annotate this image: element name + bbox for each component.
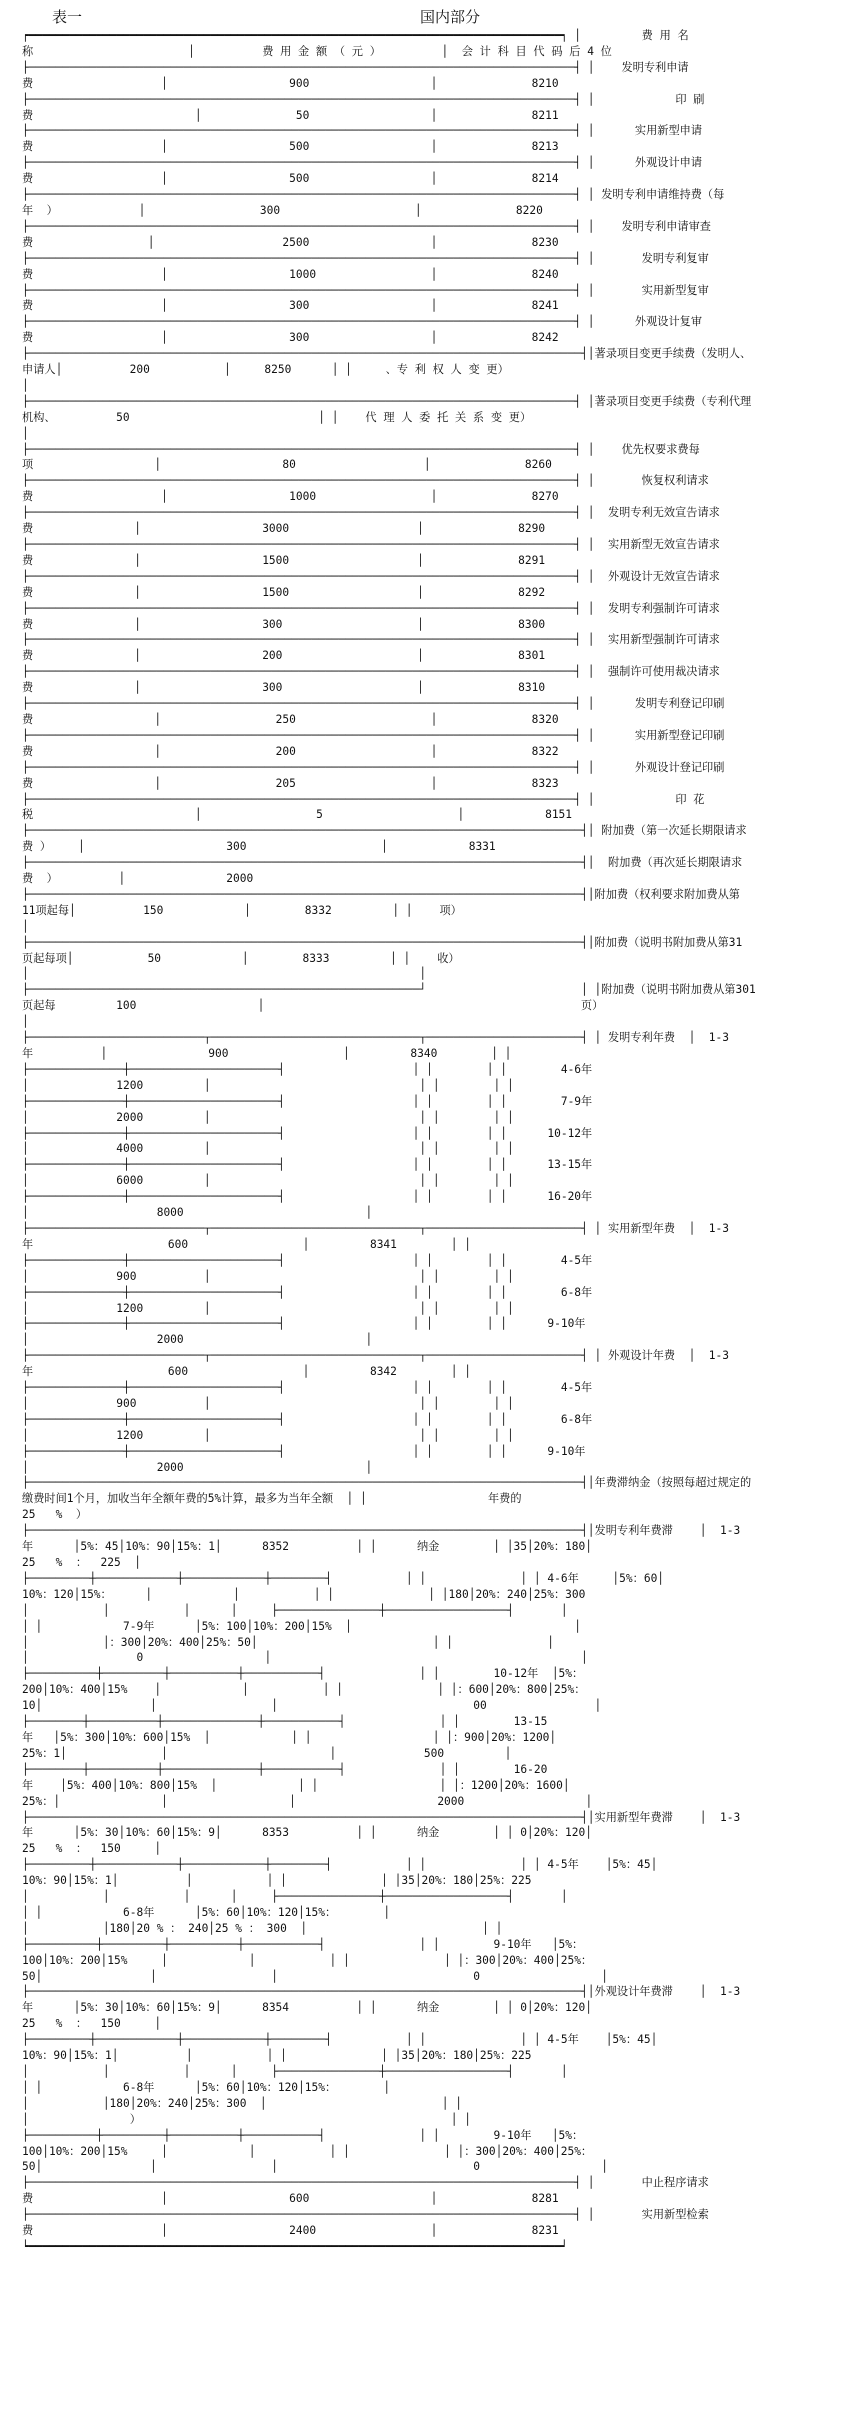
- doc-line: ├─────────────────────────────────────────────────────────────────────────────────┤ │ 印 刷: [22, 92, 705, 106]
- doc-line: ┍━━━━━━━━━━━━━━━━━━━━━━━━━━━━━━━━━━━━━━━━━━━━━━━━━━━━━━━━━━━━━━━━━━━━━━━━━━━━━━━┑ │ 费 用 名: [22, 29, 689, 42]
- doc-line: │ 2000 │: [22, 1333, 373, 1347]
- doc-line: ├─────────────────────────────────────────────────────────────────────────────────┤ │ 中止程序请求: [22, 2176, 709, 2190]
- doc-line: │ 900 │ │ │ │ │: [22, 1269, 514, 1283]
- doc-line: │ 6000 │ │ │ │ │: [22, 1174, 514, 1188]
- doc-line: ┕━━━━━━━━━━━━━━━━━━━━━━━━━━━━━━━━━━━━━━━━━━━━━━━━━━━━━━━━━━━━━━━━━━━━━━━━━━━━━━━┙: [22, 2239, 568, 2253]
- doc-line: 25%：1│ │ │ 500 │: [22, 1746, 512, 1760]
- doc-line: 费 │ 600 │ 8281: [22, 2192, 559, 2206]
- doc-line: ├──────────────┼──────────────────────┤ │ │ │ │ 16-20年: [22, 1190, 593, 1204]
- doc-line: ├────────┼──────────┼──────────────┼───────────┤ │ │ 16-20: [22, 1762, 548, 1776]
- doc-line: ├─────────────────────────────────────────────────────────────────────────────────┤ │ 实用新型强制许可请求: [22, 633, 720, 647]
- doc-line: ├────────┼──────────┼──────────────┼───────────┤ │ │ 13-15: [22, 1715, 548, 1729]
- doc-line: ├─────────────────────────────────────────────────────────────────────────────────┤ │ 发明专利申请维持费（每: [22, 188, 725, 202]
- doc-line: ├──────────┼─────────┼──────────┼───────────┤ │ │ 10-12年 │5%：: [22, 1667, 584, 1681]
- doc-line: ├──────────────┼──────────────────────┤ │ │ │ │ 6-8年: [22, 1285, 593, 1299]
- doc-line: ├─────────────────────────────────────────────────────────────────────────────────┤ │ 发明专利强制许可请求: [22, 601, 720, 615]
- doc-line: │ │：300│20%：400│25%：50│ │ │ │: [22, 1635, 554, 1649]
- doc-line: ├─────────┼────────────┼────────────┼────────┤ │ │ │ │ 4-5年 │5%：45│: [22, 2033, 658, 2047]
- doc-line: ├─────────────────────────────────────────────────────────────────────────────────┤ │ 印 花: [22, 792, 705, 806]
- doc-line: 费 │ 300 │ 8300: [22, 617, 546, 631]
- doc-line: ├──────────────┼──────────────────────┤ │ │ │ │ 10-12年: [22, 1126, 593, 1140]
- doc-line: 11项起每│ 150 │ 8332 │ │ 项）: [22, 903, 462, 917]
- doc-line: 25%：│ │ │ 2000 │: [22, 1794, 593, 1808]
- doc-line: 费 │ 500 │ 8213: [22, 140, 559, 154]
- doc-line: 费 │ 1500 │ 8291: [22, 553, 546, 567]
- doc-line: │ 2000 │: [22, 1460, 373, 1474]
- doc-line: ├─────────┼────────────┼────────────┼────────┤ │ │ │ │ 4-5年 │5%：45│: [22, 1858, 658, 1872]
- doc-line: ├─────────────────────────────────────────────────────────────────────────────────┤ │ 实用新型复审: [22, 283, 709, 297]
- doc-line: 项 │ 80 │ 8260: [22, 458, 552, 472]
- doc-line: 年 │5%：30│10%：60│15%：9│ 8354 │ │ 纳金 │ │ 0│20%：120│: [22, 2001, 593, 2015]
- doc-line: 年 600 │ 8342 │ │: [22, 1365, 471, 1379]
- doc-line: ├──────────────────────────────────────────────────────────────────────────────────┤│附加费（说明书附加费从第31: [22, 935, 743, 949]
- doc-line: 年 │5%：45│10%：90│15%：1│ 8352 │ │ 纳金 │ │35│20%：180│: [22, 1540, 593, 1554]
- doc-line: 费 │ 3000 │ 8290: [22, 522, 546, 536]
- doc-line: ├─────────────────────────────────────────────────────────────────────────────────┤ │ 实用新型检索: [22, 2208, 709, 2222]
- doc-line: 缴费时间1个月，加收当年全额年费的5%计算，最多为当年全额 │ │ 年费的: [22, 1492, 522, 1506]
- doc-line: 年 │5%：30│10%：60│15%：9│ 8353 │ │ 纳金 │ │ 0│20%：120│: [22, 1826, 593, 1840]
- doc-line: │ 1200 │ │ │ │ │: [22, 1301, 514, 1315]
- doc-line: 50│ │ │ 0 │: [22, 2160, 608, 2174]
- doc-line: │ 1200 │ │ │ │ │: [22, 1078, 514, 1092]
- doc-line: ├──────────────┼──────────────────────┤ │ │ │ │ 9-10年: [22, 1444, 586, 1458]
- doc-line: 费 ） │ 300 │ 8331: [22, 840, 496, 854]
- doc-line: 费 │ 50 │ 8211: [22, 108, 559, 122]
- doc-line: │ │ │ │ ├───────────────┼──────────────────┤ │: [22, 2065, 568, 2078]
- doc-line: │ │ 6-8年 │5%：60│10%：120│15%： │: [22, 1905, 391, 1919]
- doc-line: 10│ │ │ 00 │: [22, 1699, 602, 1713]
- doc-line: ├──────────────────────────────────────────────────────────────────────────────────┤│ 附加费（第一次延长期限请求: [22, 824, 747, 838]
- doc-line: │ │: [22, 967, 427, 981]
- doc-line: │ │ │ │ ├───────────────┼──────────────────┤ │: [22, 1890, 568, 1904]
- doc-line: ├──────────────┼──────────────────────┤ │ │ │ │ 13-15年: [22, 1158, 593, 1172]
- doc-line: 称 │ 费 用 金 额 （ 元 ） │ 会 计 科 目 代 码 后 4 位: [22, 44, 612, 58]
- doc-line: 费 │ 300 │ 8310: [22, 681, 546, 695]
- doc-line: 申请人│ 200 │ 8250 │ │ 、专 利 权 人 变 更）: [22, 363, 509, 377]
- doc-line: ├──────────────────────────────────────────────────────────────────────────────────┤│外观设计年费滞 │ 1-3: [22, 1985, 741, 1999]
- doc-line: │ 900 │ │ │ │ │: [22, 1396, 514, 1410]
- doc-line: 年 │5%：400│10%：800│15% │ │ │ │ │：1200│20%：1600│: [22, 1778, 570, 1792]
- doc-line: ├─────────────────────────────────────────────────────────────────────────────────┤ │著录项目变更手续费（专利代理: [22, 394, 752, 408]
- doc-line: ├──────────────┼──────────────────────┤ │ │ │ │ 6-8年: [22, 1412, 593, 1426]
- doc-line: ├─────────┼────────────┼────────────┼────────┤ │ │ │ │ 4-6年 │5%：60│: [22, 1571, 665, 1585]
- doc-line: ├─────────────────────────────────────────────────────────────────────────────────┤ │ 外观设计复审: [22, 315, 703, 329]
- section-title: 国内部分: [420, 8, 481, 26]
- doc-line: 费 │ 2500 │ 8230: [22, 235, 559, 249]
- doc-line: 年 ） │ 300 │ 8220: [22, 203, 543, 217]
- doc-line: 25 % ）: [22, 1508, 88, 1522]
- doc-line: 10%：90│15%：1│ │ │ │ │ │35│20%：180│25%：225: [22, 2049, 532, 2063]
- doc-line: 页起每 100 │ 页）: [22, 999, 604, 1013]
- doc-line: ├──────────────────────────┬───────────────────────────────┬───────────────────────┤ │ 外观设计年费 │ 1-3: [22, 1349, 729, 1363]
- doc-line: │ │ 7-9年 │5%：100│10%：200│15% │ │: [22, 1619, 581, 1633]
- doc-line: ├──────────┼─────────┼──────────┼───────────┤ │ │ 9-10年 │5%：: [22, 2128, 584, 2142]
- doc-line: ├──────────────────────────────────────────────────────────────────────────────────┤│著录项目变更手续费（发明人、: [22, 347, 752, 361]
- doc-line: 税 │ 5 │ 8151: [22, 808, 573, 822]
- doc-line: 费 │ 300 │ 8242: [22, 331, 559, 345]
- doc-line: ├──────────┼─────────┼──────────┼───────────┤ │ │ 9-10年 │5%：: [22, 1937, 584, 1951]
- doc-line: ├─────────────────────────────────────────────────────────────────────────────────┤ │ 外观设计无效宣告请求: [22, 569, 720, 583]
- doc-line: 费 │ 2400 │ 8231: [22, 2224, 559, 2238]
- doc-line: 25 % ： 150 │: [22, 1842, 162, 1856]
- doc-line: │: [22, 426, 575, 440]
- doc-line: 100│10%：200│15% │ │ │ │ │ │：300│20%：400│25%：: [22, 2144, 593, 2158]
- doc-line: │ ） │ │: [22, 2112, 471, 2126]
- doc-line: 费 │ 500 │ 8214: [22, 172, 559, 186]
- doc-line: ├──────────────────────────────────────────────────────────────────────────────────┤│实用新型年费滞 │ 1-3: [22, 1810, 741, 1824]
- doc-line: ├──────────────────────────────────────────────────────────────────────────────────┤│年费滞纳金（按照每超过规定的: [22, 1476, 752, 1490]
- doc-line: 50│ │ │ 0 │: [22, 1969, 608, 1983]
- doc-line: 费 │ 300 │ 8241: [22, 299, 559, 313]
- doc-line: ├──────────────────────────────────────────────────────────────────────────────────┤│附加费（权利要求附加费从第: [22, 887, 740, 901]
- doc-line: 机构、 50 │ │ 代 理 人 委 托 关 系 变 更）: [22, 410, 532, 424]
- doc-line: 费 │ 900 │ 8210: [22, 76, 559, 90]
- doc-line: │ 2000 │ │ │ │ │: [22, 1110, 514, 1124]
- doc-line: ├─────────────────────────────────────────────────────────────────────────────────┤ │ 实用新型无效宣告请求: [22, 538, 720, 551]
- doc-line: 费 │ 1500 │ 8292: [22, 585, 546, 599]
- doc-line: ├─────────────────────────────────────────────────────────────────────────────────┤ │ 发明专利申请: [22, 60, 689, 74]
- doc-line: │ 1200 │ │ │ │ │: [22, 1428, 514, 1442]
- doc-line: 费 ） │ 2000: [22, 872, 570, 886]
- doc-line: ├─────────────────────────────────────────────────────────────────────────────────┤ │ 恢复权利请求: [22, 474, 709, 488]
- doc-line: 费 │ 205 │ 8323: [22, 776, 559, 790]
- doc-line: 费 │ 250 │ 8320: [22, 712, 559, 726]
- doc-line: ├─────────────────────────────────────────────────────────────────────────────────┤ │ 外观设计申请: [22, 156, 703, 170]
- doc-line: │: [22, 1015, 575, 1029]
- doc-line: │ │ 6-8年 │5%：60│10%：120│15%： │: [22, 2080, 391, 2094]
- doc-line: 100│10%：200│15% │ │ │ │ │ │：300│20%：400│25%：: [22, 1953, 593, 1967]
- doc-line: 年 │ 900 │ 8340 │ │: [22, 1047, 512, 1060]
- doc-line: 年 │5%：300│10%：600│15% │ │ │ │ │：900│20%：1200│: [22, 1730, 557, 1744]
- fee-table-document: [22, 28, 832, 2255]
- doc-line: ├──────────────────────────────────────────────────────────┘ │ │附加费（说明书附加费从第301: [22, 983, 756, 997]
- doc-line: 费 │ 1000 │ 8270: [22, 490, 559, 504]
- doc-line: 25 % ： 225 │: [22, 1556, 141, 1569]
- doc-line: 费 │ 200 │ 8301: [22, 649, 546, 663]
- doc-line: 10%：90│15%：1│ │ │ │ │ │35│20%：180│25%：225: [22, 1874, 532, 1888]
- doc-line: ├──────────────┼──────────────────────┤ │ │ │ │ 9-10年: [22, 1317, 586, 1331]
- doc-line: │ 8000 │: [22, 1206, 373, 1220]
- doc-line: │ │180│20%：240│25%：300 │ │ │: [22, 2096, 462, 2110]
- doc-line: ├──────────────────────────────────────────────────────────────────────────────────┤│发明专利年费滞 │ 1-3: [22, 1524, 741, 1538]
- doc-line: ├─────────────────────────────────────────────────────────────────────────────────┤ │ 发明专利复审: [22, 251, 709, 265]
- doc-line: 费 │ 200 │ 8322: [22, 744, 559, 758]
- doc-line: 10%：120│15%： │ │ │ │ │ │180│20%：240│25%：300: [22, 1587, 586, 1601]
- doc-line: 页起每项│ 50 │ 8333 │ │ 收）: [22, 951, 460, 965]
- doc-line: ├──────────────┼──────────────────────┤ │ │ │ │ 4-5年: [22, 1253, 593, 1267]
- doc-line: 25 % ： 150 │: [22, 2017, 162, 2031]
- doc-line: ├─────────────────────────────────────────────────────────────────────────────────┤ │ 强制许可使用裁决请求: [22, 665, 720, 679]
- doc-line: ├─────────────────────────────────────────────────────────────────────────────────┤ │ 实用新型申请: [22, 124, 703, 138]
- table-label: 表一: [52, 8, 83, 26]
- doc-line: 200│10%：400│15% │ │ │ │ │ │：600│20%：800│25%：: [22, 1683, 586, 1697]
- doc-line: ├──────────────┼──────────────────────┤ │ │ │ │ 4-6年: [22, 1062, 593, 1076]
- doc-line: ├──────────────────────────┬───────────────────────────────┬───────────────────────┤ │ 实用新型年费 │ 1-3: [22, 1221, 729, 1235]
- doc-line: ├─────────────────────────────────────────────────────────────────────────────────┤ │ 优先权要求费每: [22, 442, 700, 456]
- doc-line: ├──────────────┼──────────────────────┤ │ │ │ │ 7-9年: [22, 1094, 593, 1108]
- doc-line: ├──────────────────────────┬───────────────────────────────┬───────────────────────┤ │ 发明专利年费 │ 1-3: [22, 1031, 729, 1045]
- doc-line: ├─────────────────────────────────────────────────────────────────────────────────┤ │ 发明专利申请审查: [22, 219, 711, 233]
- doc-line: ├─────────────────────────────────────────────────────────────────────────────────┤ │ 外观设计登记印刷: [22, 760, 725, 774]
- doc-line: ├──────────────────────────────────────────────────────────────────────────────────┤│ 附加费（再次延长期限请求: [22, 856, 743, 870]
- doc-line: 年 600 │ 8341 │ │: [22, 1237, 471, 1251]
- doc-line: │: [22, 378, 575, 392]
- doc-line: ├─────────────────────────────────────────────────────────────────────────────────┤ │ 实用新型登记印刷: [22, 728, 725, 742]
- doc-line: │ │180│20 % ： 240│25 % ： 300 │ │ │: [22, 1921, 503, 1935]
- doc-line: ├──────────────┼──────────────────────┤ │ │ │ │ 4-5年: [22, 1381, 593, 1395]
- doc-line: │ 4000 │ │ │ │ │: [22, 1142, 514, 1156]
- doc-line: 费 │ 1000 │ 8240: [22, 267, 559, 281]
- doc-line: ├─────────────────────────────────────────────────────────────────────────────────┤ │ 发明专利无效宣告请求: [22, 506, 720, 520]
- doc-line: │ │ │ │ ├───────────────┼──────────────────┤ │: [22, 1603, 568, 1617]
- doc-line: │ 0 │ │: [22, 1651, 588, 1665]
- doc-line: ├─────────────────────────────────────────────────────────────────────────────────┤ │ 发明专利登记印刷: [22, 697, 725, 711]
- doc-line: │: [22, 919, 575, 933]
